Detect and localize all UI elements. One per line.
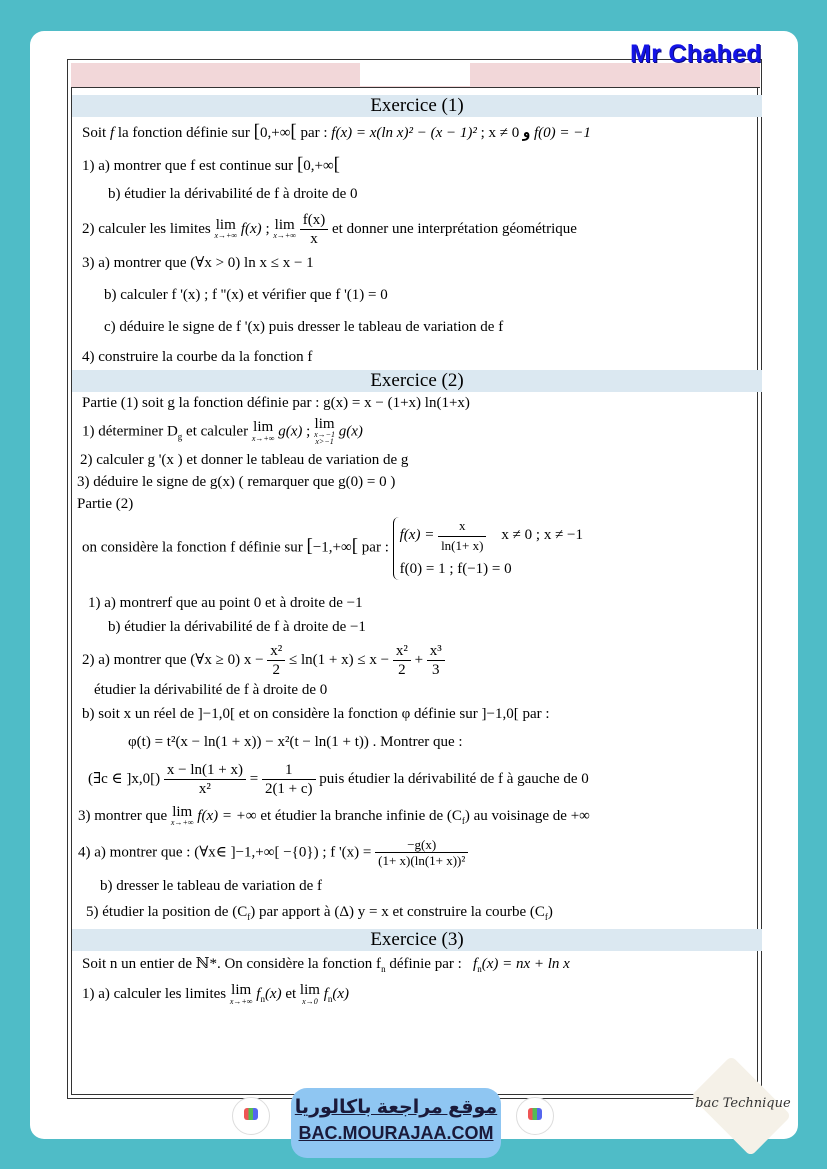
ex2-exists: (∃c ∈ ]x,0[) $\frac{x - \ln(1 + x)}{\text{x²}}$ = $\frac{1}{2(1 + c)}$ puis étudier la dérivabilité de f à gauche de 0: [88, 761, 589, 797]
ex1-q1a: 1) a) montrer que f est continue sur [0,+∞[: [82, 153, 340, 175]
left-site-logo: [232, 1097, 270, 1135]
ex2-p2-q2a: 2) a) montrer que (∀x ≥ 0) x − $\frac{\text{x²}}{2}$ ≤ ln(1 + x) ≤ x − $\frac{\text{x²}}{2}$ + $\frac{\text{x³}}{3}$: [82, 642, 762, 679]
ex1-q2: 2) calculer les limites lim x→+∞ f(x) ; lim x→+∞ $\frac{f(x)}{x}$ et donner une interprétation géométrique: [82, 211, 577, 247]
ex3-intro: Soit n un entier de ℕ*. On considère la fonction $f_n$ définie par : $f_n(x)$ = nx + ln x: [82, 955, 570, 974]
ex3-q1: 1) a) calculer les limites lim x→+∞ $f_n(x)$ et lim x→0 $f_n(x)$: [82, 982, 350, 1006]
title-box: [360, 63, 470, 86]
ex2-def-f: on considère la fonction f définie sur [−1,+∞[ par : f(x) = $\frac{x}{\ln(1+ x)}$ x ≠ 0 ; x ≠ −1 f(0) = 1 ; f(−1) = 0: [82, 517, 762, 579]
ex2-p2-q3: 3) montrer que lim x→+∞ f(x) = +∞ et étudier la branche infinie de $(C_f)$ au voisinage de +∞: [78, 803, 590, 828]
ex2-p2-q1a: 1) a) montrerf que au point 0 et à droite de −1: [88, 594, 363, 611]
ex2-part2: Partie (2): [77, 496, 134, 513]
ex2-p2-q4b: b) dresser le tableau de variation de f: [100, 877, 322, 894]
site-name-arabic: موقع مراجعة باكالوريا: [294, 1097, 498, 1118]
right-site-logo: [516, 1097, 554, 1135]
ex1-q3c: c) déduire le signe de f '(x) puis dresser le tableau de variation de f: [104, 318, 504, 335]
ex2-p2-q2c: étudier la dérivabilité de f à droite de 0: [94, 681, 328, 698]
ex2-part1: Partie (1) soit g la fonction définie par : g(x) = x − (1+x) ln(1+x): [82, 394, 470, 411]
document-content: [72, 95, 762, 1005]
ex2-q2: 2) calculer g '(x ) et donner le tableau de variation de g: [80, 452, 409, 469]
ex1-q1b: b) étudier la dérivabilité de f à droite de 0: [108, 185, 358, 202]
exercise-2-title: Exercice (2): [72, 370, 762, 392]
ex2-p2-q5: 5) étudier la position de $(C_f)$ par apport à (Δ) y = x et construire la courbe $(C_f)$: [86, 903, 553, 922]
bac-technique-label: bac Technique: [695, 1096, 791, 1111]
site-url[interactable]: BAC.MOURAJAA.COM: [298, 1123, 494, 1143]
ex2-q3: 3) déduire le signe de g(x) ( remarquer que g(0) = 0 ): [77, 474, 396, 491]
piecewise-system: f(x) = $\frac{x}{\ln(1+ x)}$ x ≠ 0 ; x ≠ −1 f(0) = 1 ; f(−1) = 0: [393, 517, 583, 579]
ex2-p2-q1b: b) étudier la dérivabilité de f à droite de −1: [108, 618, 366, 635]
exercise-3-title: Exercice (3): [72, 929, 762, 951]
ex2-p2-q4a: 4) a) montrer que : (∀x∈ ]−1,+∞[ −{0}) ; f '(x) = $\frac{-g(x)}{\text{(1+ x)(ln(1+ x))²}}$: [78, 837, 762, 869]
ex2-p2-q2b: b) soit x un réel de ]−1,0[ et on considère la fonction φ définie sur ]−1,0[ par :: [82, 705, 550, 722]
ex1-q4: 4) construire la courbe da la fonction f: [82, 348, 313, 365]
ex2-phi: φ(t) = t²(x − ln(1 + x)) − x²(t − ln(1 + t)) . Montrer que :: [128, 733, 463, 750]
ex1-q3b: b) calculer f '(x) ; f ''(x) et vérifier que f '(1) = 0: [104, 286, 388, 303]
author-name: Mr Chahed: [630, 40, 762, 68]
exercise-1-title: Exercice (1): [72, 95, 762, 117]
ex2-q1: 1) déterminer $D_g$ et calculer lim x→+∞ g(x) ; lim x→−1 x>−1 g(x): [82, 415, 363, 447]
ex1-q3a: 3) a) montrer que (∀x > 0) ln x ≤ x − 1: [82, 254, 314, 271]
ex1-intro: Soit f la fonction définie sur [0,+∞[ par : f(x) = x(ln x)² − (x − 1)² ; x ≠ 0 و f(0) = −1: [82, 121, 591, 142]
site-badge[interactable]: [291, 1088, 501, 1158]
